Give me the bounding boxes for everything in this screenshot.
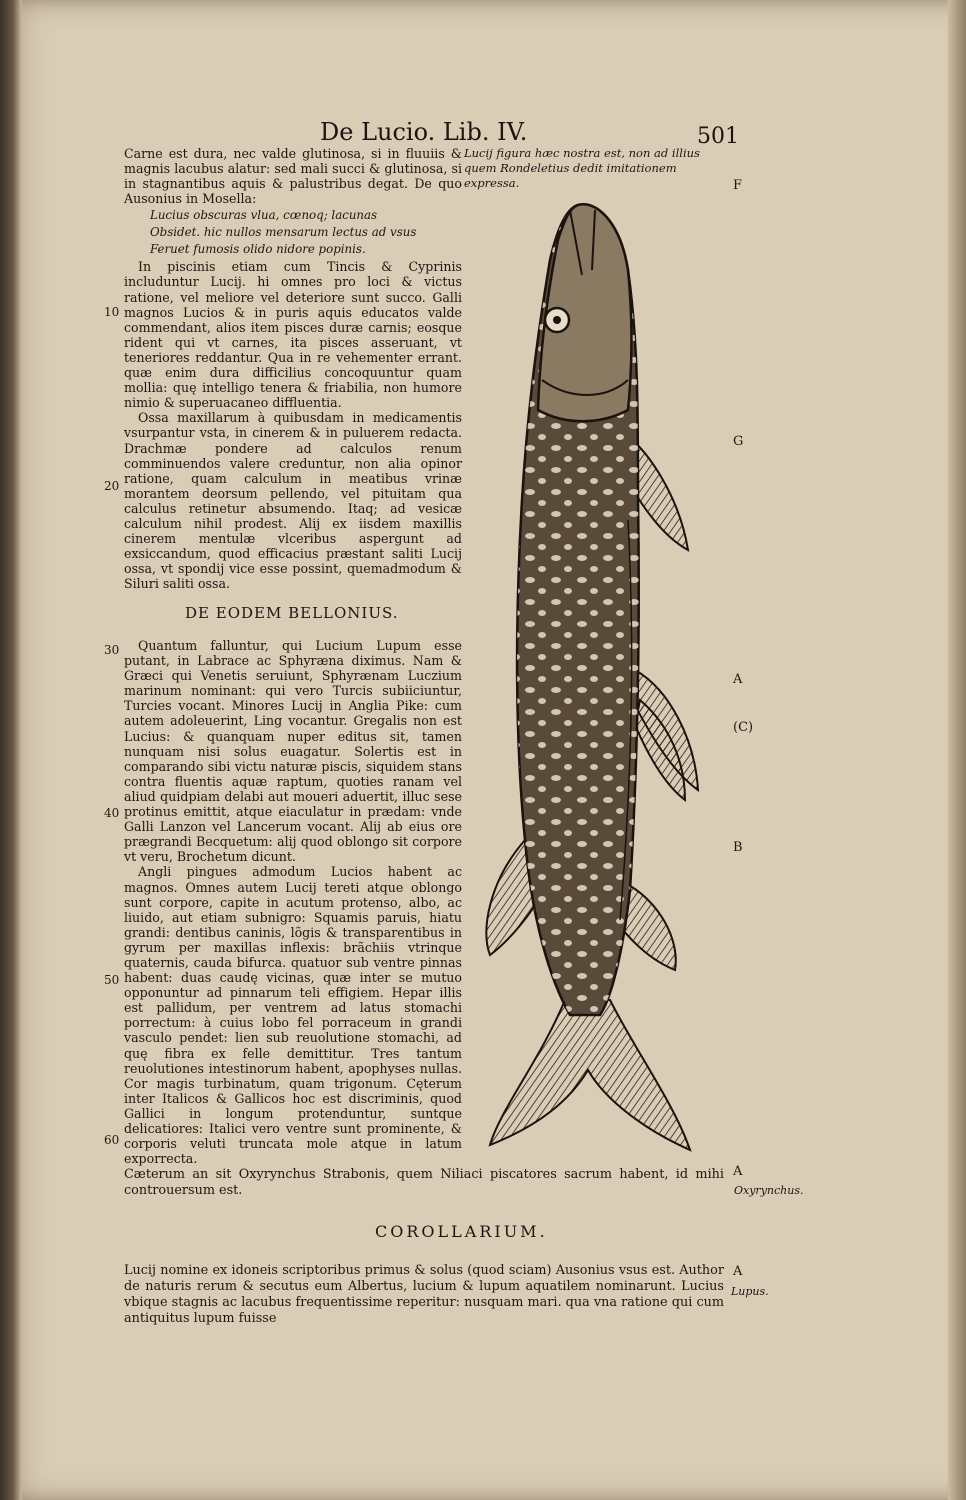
paragraph-oxyrynchus: Cæterum an sit Oxyrynchus Strabonis, quem Niliaci piscatores sacrum habent, id mihi controuersum est.: [124, 1167, 724, 1198]
text-column-2: [124, 638, 462, 1166]
margin-letter: A: [733, 1164, 743, 1179]
running-header: De Lucio. Lib. IV.: [320, 118, 528, 146]
verse-3: Feruet fumosis olido nidore popinis.: [150, 242, 366, 257]
figure-caption: Lucij figura hæc nostra est, non ad illius quem Rondeletius dedit imitationem expressa.: [464, 146, 700, 190]
paragraph-piscinis: In piscinis etiam cum Tincis & Cyprinis includuntur Lucij. hi omnes pro loci & victus ratione, vel meliore vel deteriore sunt succo. Galli magnos Lucios & in puris aquis educatos valde commendant, alios item pisces duræ carnis; eosque rident qui vt carnes, ita pisces asseruant, vt teneriores reddantur. Qua in re vehementer errant. quæ enim dura difficilius concoquuntur quam mollia: quę intelligo tenera & friabilia, non humore nimio & superuacaneo diffluentia.: [124, 259, 462, 411]
line-number: 60: [104, 1133, 120, 1147]
paragraph-quantum: Quantum falluntur, qui Lucium Lupum esse putant, in Labrace ac Sphyræna diximus. Nam & Græci qui Venetis seruiunt, Sphyrænam Luczium marinum nominant: qui vero Turcis subiiciuntur, Turcies vocant. Minores Lucij in Anglia Pike: cum autem adoleuerint, Ling vocantur. Gregalis non est Lucius: & quanquam nuper editus sit, tamen nunquam nisi solus euagatur. Solertis est in comparando sibi victu naturæ piscis, siquidem stans contra fluentis aquæ raptum, quoties ranam vel aliud quidpiam delabi aut moueri aduertit, illuc sese protinus emittit, atque eiaculatur in prædam: vnde Galli Lanzon vel Lancerum vocant. Alij ab eius ore prægrandi Becquetum: alij quod oblongo sit corpore vt veru, Brochetum dicunt.: [124, 638, 462, 865]
page-edge: [948, 0, 966, 1500]
margin-letter: G: [733, 434, 744, 449]
section-heading-corollarium: COROLLARIUM.: [375, 1222, 548, 1241]
paragraph-carne: Carne est dura, nec valde glutinosa, si in fluuiis & magnis lacubus alatur: sed mali succi & glutinosa, si in stagnantibus aquis & palustribus degat. De quo Ausonius in Mosella:: [124, 146, 462, 207]
paragraph-corollarium: Lucij nomine ex idoneis scriptoribus primus & solus (quod sciam) Ausonius vsus est. Author de naturis rerum & secutus eum Albertus, lucium & lupum aquatilem nominarunt. Lucius vbique stagnis ac lacubus frequentissime reperitur: nusquam mari. qua vna ratione qui cum antiquitus lupum fuisse: [124, 1263, 724, 1326]
line-number: 20: [104, 479, 120, 493]
paragraph-oxyrynchus-block: [124, 1167, 724, 1199]
line-number: 10: [104, 305, 120, 319]
margin-letter: (C): [733, 720, 754, 735]
verse-1: Lucius obscuras vlua, cœnoq; lacunas: [150, 208, 378, 223]
margin-note-oxyrynchus: Oxyrynchus.: [734, 1184, 804, 1197]
margin-letter: B: [733, 840, 743, 855]
section-heading-bellonius: DE EODEM BELLONIUS.: [185, 604, 399, 622]
paragraph-ossa: Ossa maxillarum à quibusdam in medicamentis vsurpantur vsta, in cinerem & in puluerem redacta. Drachmæ pondere ad calculos renum comminuendos valere creduntur, non alia opinor ratione, quam calculum in meatibus vrinæ morantem deorsum pellendo, vel pituitam qua calculus retinetur absumendo. Itaq; ad vesicæ calculum nihil prodest. Alij ex iisdem maxillis cinerem mentulæ vlceribus aspergunt ad exsiccandum, quod efficacius præstant saliti Lucij ossa, vt spondij vice esse possint, quemadmodum & Siluri saliti ossa.: [124, 410, 462, 592]
paragraph-angli: Angli pingues admodum Lucios habent ac magnos. Omnes autem Lucij tereti atque oblongo sunt corpore, capite in acutum protenso, albo, ac liuido, aut etiam subnigro: Squamis paruis, hiatu grandi: dentibus caninis, lõgis & transparentibus in gyrum per maxillas inflexis: brãchiis vtrinque quaternis, cauda bifurca. quatuor sub ventre pinnas habent: duas caudę vicinas, quæ inter se mutuo opponuntur ad pinnarum teli effigiem. Hepar illis est pallidum, per ventrem ad latus stomachi porrectum: à cuius lobo fel porraceum in grandi vasculo pendet: lien sub reuolutione stomachi, ad quę fibra ex felle demittitur. Tres tantum reuolutiones intestinorum habent, apophyses nullas. Cor magis turbinatum, quam trigonum. Cęterum inter Italicos & Gallicos hoc est discriminis, quod Gallici in longum protenduntur, suntque delicatiores: Italici vero ventre sunt prominente, & corporis veluti truncata mole atque in latum exporrecta.: [124, 864, 462, 1167]
margin-letter: F: [733, 178, 743, 193]
margin-letter: A: [733, 672, 743, 687]
line-number: 30: [104, 643, 120, 657]
paragraph-corollarium-block: [124, 1263, 724, 1327]
margin-letter: A: [733, 1264, 743, 1279]
book-gutter: [0, 0, 22, 1500]
verse-2: Obsidet. hic nullos mensarum lectus ad vsus: [150, 225, 417, 240]
text-column-1: [124, 146, 462, 591]
margin-note-lupus: Lupus.: [731, 1285, 769, 1298]
page-number: 501: [697, 124, 739, 149]
fish-pupil: [553, 316, 561, 324]
tail-fin: [490, 1000, 690, 1150]
line-number: 40: [104, 806, 120, 820]
pike-woodcut-illustration: [470, 200, 743, 1160]
line-number: 50: [104, 973, 120, 987]
